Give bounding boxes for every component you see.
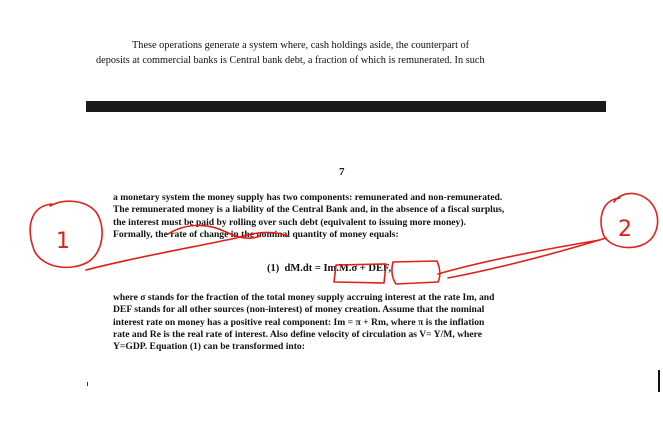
text-line: deposits at commercial banks is Central bank debt, a fraction of which is remunerated. In such <box>96 55 485 66</box>
paragraph-monetary-system <box>113 192 587 241</box>
annotation-box-def-term <box>392 261 440 284</box>
annotation-label-left: 1 <box>56 229 70 254</box>
annotation-circle-left <box>30 201 102 267</box>
annotation-label-right: 2 <box>618 217 632 242</box>
equation-equals: = <box>314 263 321 274</box>
text-line: DEF stands for all other sources (non-interest) of money creation. Assume that the nominal <box>113 304 485 316</box>
text-line: rate and Re is the real rate of interest. Also define velocity of circulation as V= Y/M, where <box>113 328 482 340</box>
equation-term-def: DEF, <box>368 263 392 274</box>
equation-plus: + <box>359 263 366 274</box>
text-line: Formally, the rate of change in the nominal quantity of money equals: <box>113 228 399 240</box>
text-line: These operations generate a system where, cash holdings aside, the counterpart of <box>132 40 470 51</box>
text-line: interest rate on money has a positive real component: Im = π + Rm, where π is the inflation <box>113 316 485 328</box>
text-line: the interest must be paid by rolling over such debt (equivalent to issuing more money). <box>113 216 466 228</box>
page-number: 7 <box>339 166 345 178</box>
equation-term-interest: Im.M.σ <box>323 263 358 274</box>
scan-edge-mark <box>658 370 660 392</box>
scan-mark <box>87 382 88 386</box>
text-line: The remunerated money is a liability of the Central Bank and, in the absence of a fiscal surplus, <box>113 204 505 216</box>
annotation-circle-right <box>601 193 658 247</box>
annotation-connector-right <box>448 238 606 278</box>
equation-lhs: dM.dt <box>284 263 313 274</box>
text-line: where σ stands for the fraction of the total money supply accruing interest at the rate Im, and <box>113 292 495 303</box>
annotation-connector-right <box>438 240 600 274</box>
text-line: a monetary system the money supply has two components: remunerated and non-remunerated. <box>113 192 503 203</box>
paragraph-definitions <box>113 292 587 353</box>
equation-1 <box>267 263 391 274</box>
equation-label: (1) <box>267 263 280 274</box>
page-separator-bar <box>86 101 606 112</box>
text-line: Y=GDP. Equation (1) can be transformed into: <box>113 341 305 353</box>
top-paragraph <box>96 38 574 68</box>
